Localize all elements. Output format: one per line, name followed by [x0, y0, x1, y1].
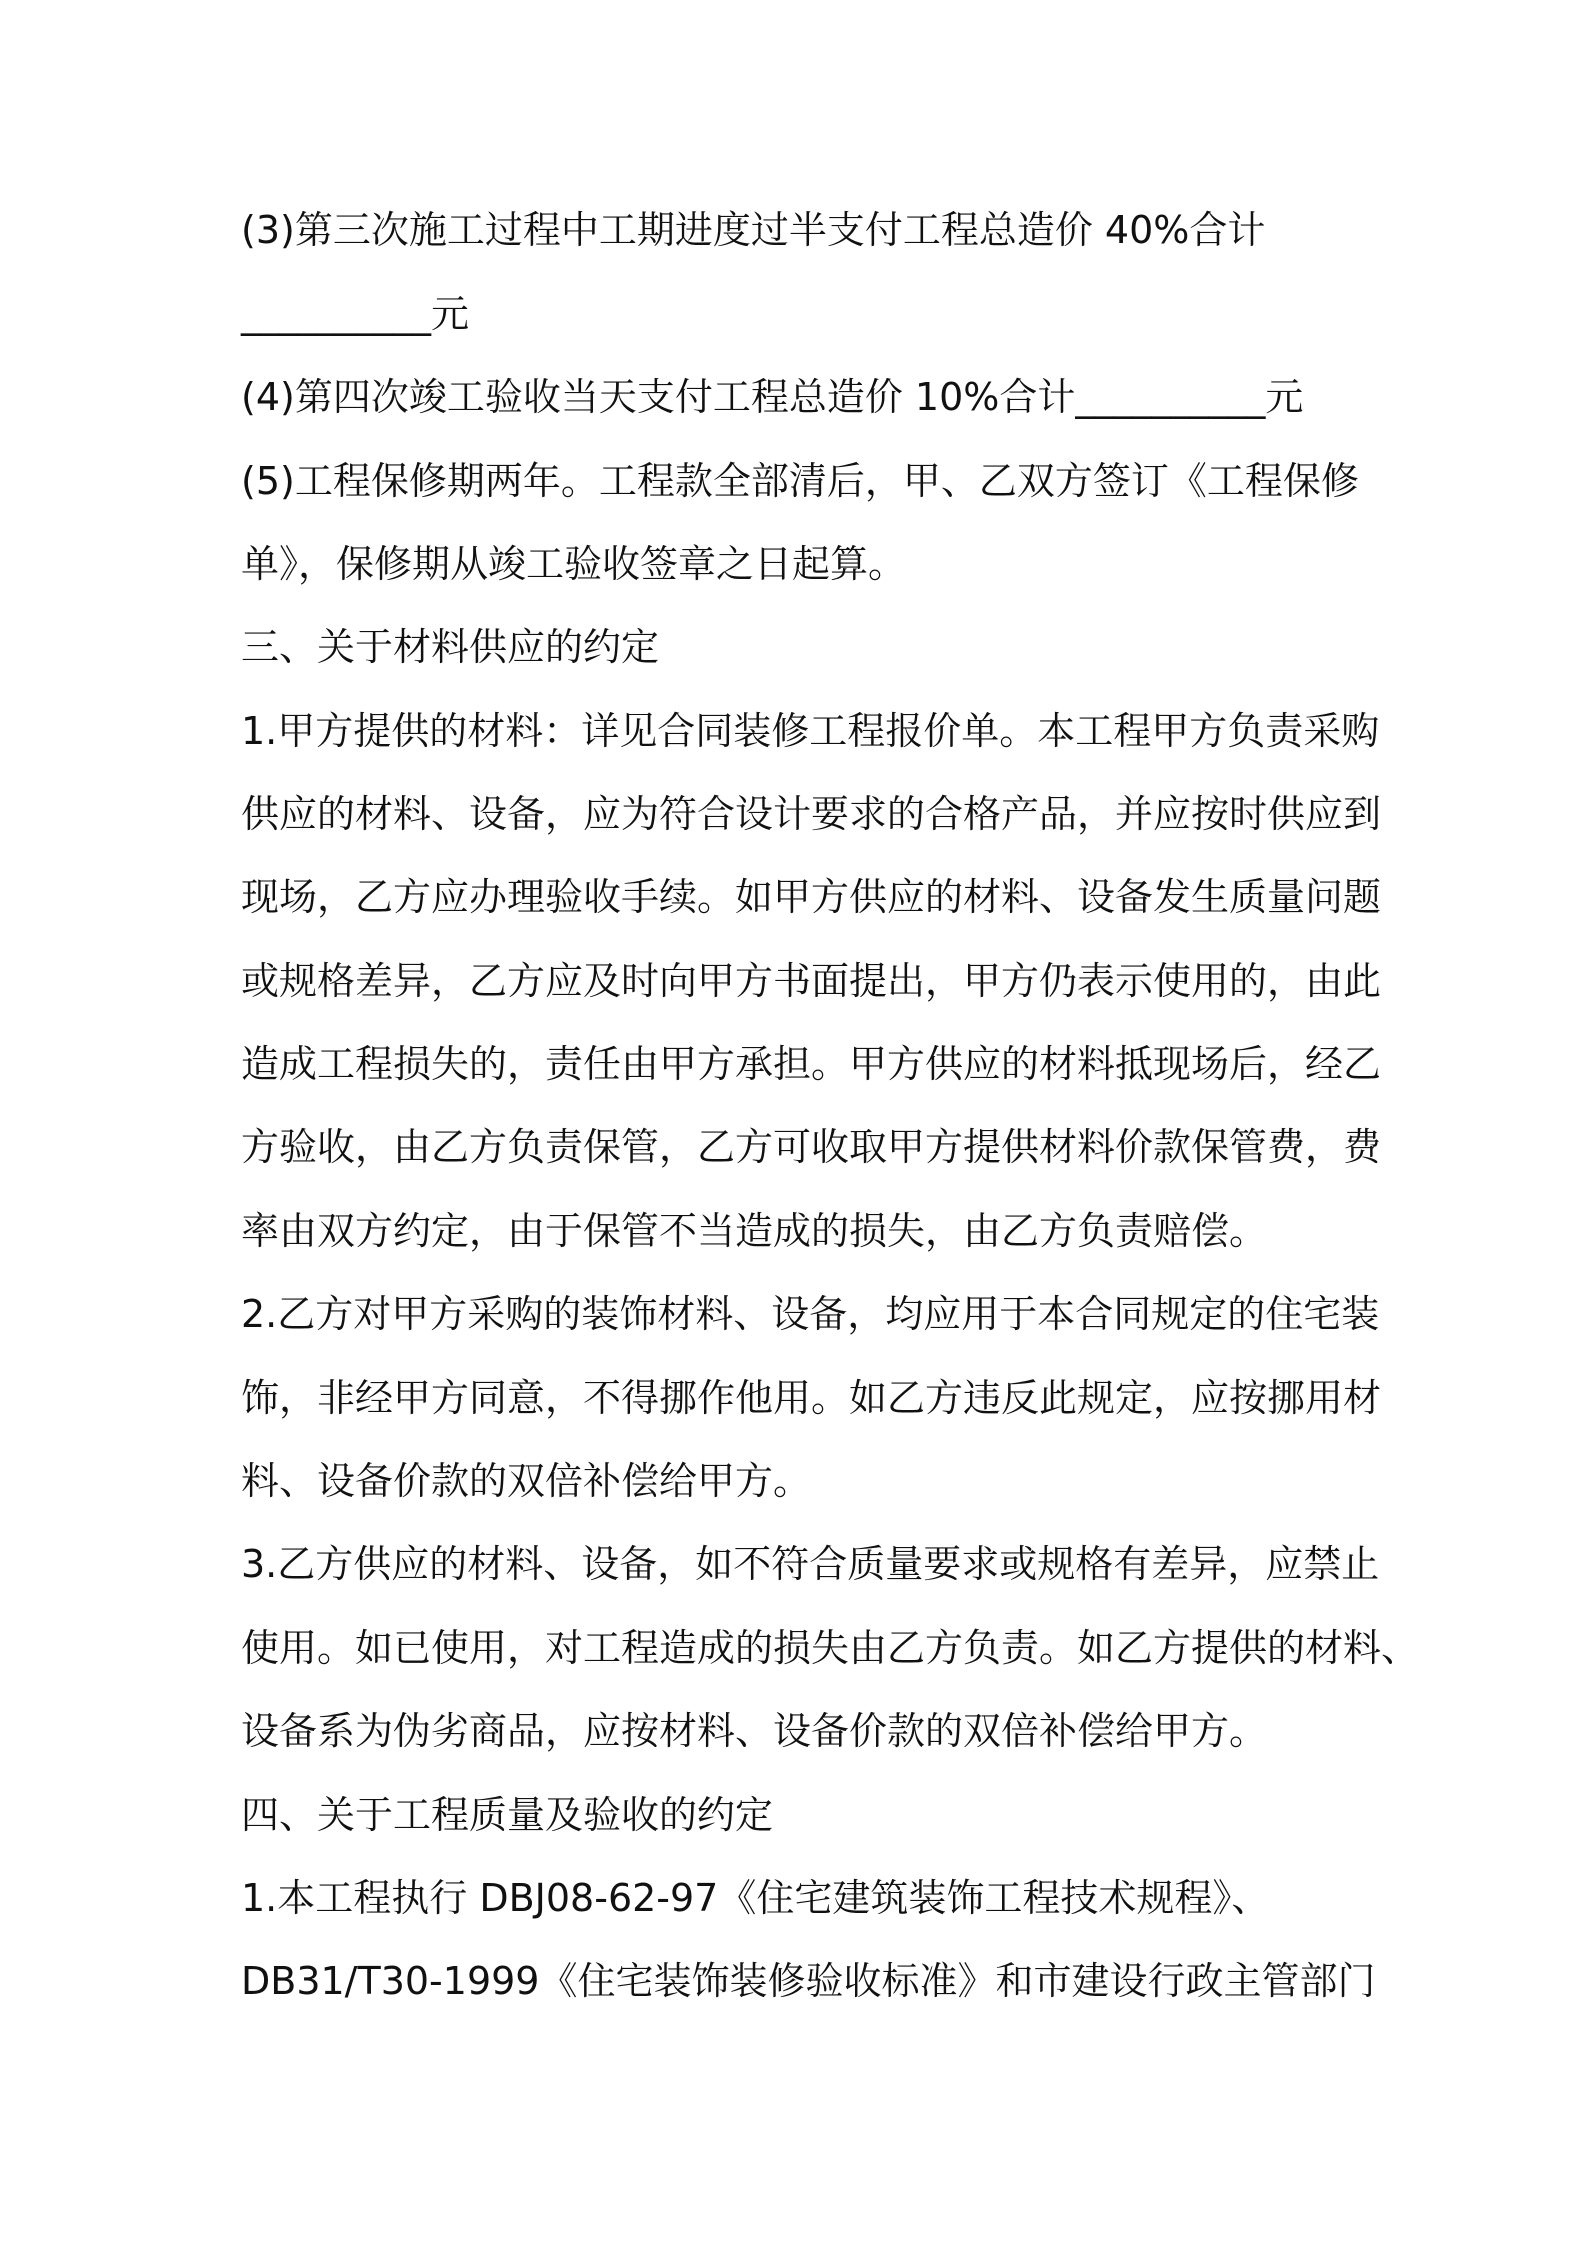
- material-clause-1-line-1: 1.甲方提供的材料：详见合同装修工程报价单。本工程甲方负责采购: [241, 709, 1380, 753]
- quality-clause-1-line-2: DB31/T30-1999《住宅装饰装修验收标准》和市建设行政主管部门: [241, 1959, 1376, 2003]
- material-clause-1-line-3: 现场，乙方应办理验收手续。如甲方供应的材料、设备发生质量问题: [241, 875, 1382, 919]
- material-clause-1-line-7: 率由双方约定，由于保管不当造成的损失，由乙方负责赔偿。: [241, 1209, 1268, 1253]
- payment-term-4: (4)第四次竣工验收当天支付工程总造价 10%合计__________元: [241, 375, 1304, 419]
- section-heading-quality-acceptance: 四、关于工程质量及验收的约定: [241, 1793, 774, 1837]
- quality-clause-1-line-1: 1.本工程执行 DBJ08-62-97《住宅建筑装饰工程技术规程》、: [241, 1876, 1270, 1920]
- material-clause-1-line-6: 方验收，由乙方负责保管，乙方可收取甲方提供材料价款保管费，费: [241, 1125, 1382, 1169]
- material-clause-2-line-1: 2.乙方对甲方采购的装饰材料、设备，均应用于本合同规定的住宅装: [241, 1292, 1380, 1336]
- payment-term-5-line-1: (5)工程保修期两年。工程款全部清后，甲、乙双方签订《工程保修: [241, 459, 1359, 503]
- material-clause-1-line-2: 供应的材料、设备，应为符合设计要求的合格产品，并应按时供应到: [241, 792, 1382, 836]
- payment-term-5-line-2: 单》，保修期从竣工验收签章之日起算。: [241, 542, 907, 586]
- payment-term-3-line-1: (3)第三次施工过程中工期进度过半支付工程总造价 40%合计: [241, 208, 1266, 252]
- material-clause-3-line-1: 3.乙方供应的材料、设备，如不符合质量要求或规格有差异，应禁止: [241, 1542, 1380, 1586]
- section-heading-material-supply: 三、关于材料供应的约定: [241, 625, 660, 669]
- payment-term-3-line-2: __________元: [241, 292, 470, 336]
- material-clause-1-line-4: 或规格差异，乙方应及时向甲方书面提出，甲方仍表示使用的，由此: [241, 959, 1382, 1003]
- material-clause-1-line-5: 造成工程损失的，责任由甲方承担。甲方供应的材料抵现场后，经乙: [241, 1042, 1382, 1086]
- material-clause-3-line-2: 使用。如已使用，对工程造成的损失由乙方负责。如乙方提供的材料、: [241, 1626, 1420, 1670]
- material-clause-3-line-3: 设备系为伪劣商品，应按材料、设备价款的双倍补偿给甲方。: [241, 1709, 1268, 1753]
- material-clause-2-line-3: 料、设备价款的双倍补偿给甲方。: [241, 1459, 812, 1503]
- material-clause-2-line-2: 饰，非经甲方同意，不得挪作他用。如乙方违反此规定，应按挪用材: [241, 1376, 1382, 1420]
